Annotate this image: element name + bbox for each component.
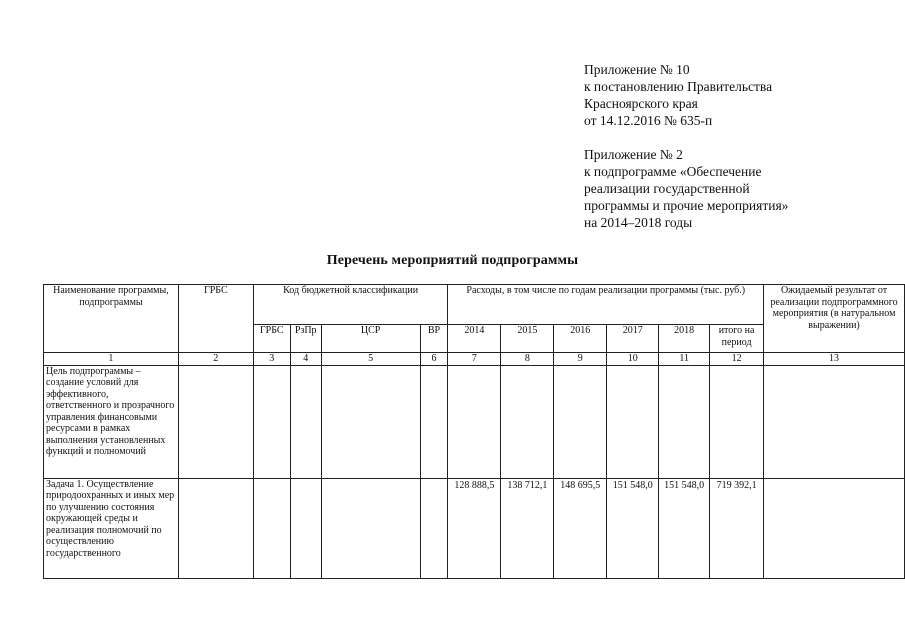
row-value-rzpr: [290, 365, 321, 478]
appendix-2-header: [584, 146, 788, 231]
column-number: 3: [253, 353, 290, 366]
document-title: Перечень мероприятий подпрограммы: [326, 253, 579, 268]
row-value-code-grbs: [253, 365, 290, 478]
subheader-csr: ЦСР: [321, 325, 420, 353]
row-value-2015: 138 712,1: [501, 478, 554, 578]
subheader-2016: 2016: [554, 325, 607, 353]
column-number: 10: [607, 353, 659, 366]
appendix-10-line: Красноярского края: [584, 96, 698, 111]
appendix-2-line: реализации государственной: [584, 181, 750, 196]
column-number: 9: [554, 353, 607, 366]
table-header-row: [44, 285, 905, 325]
subheader-2018: 2018: [659, 325, 710, 353]
header-expenses: Расходы, в том числе по годам реализации программы (тыс. руб.): [448, 285, 764, 325]
appendix-2-line: на 2014–2018 годы: [584, 215, 693, 230]
row-value-2016: [554, 365, 607, 478]
row-name-cell: Задача 1. Осуществление природоохранных и иных мер по улучшению состояния окружающей среды и реализация полномочий по осуществлению государственного: [44, 478, 179, 578]
row-value-total: [710, 365, 764, 478]
header-grbs: ГРБС: [178, 285, 253, 353]
subheader-2017: 2017: [607, 325, 659, 353]
appendix-10-line: от 14.12.2016 № 635-п: [584, 113, 713, 128]
row-value-2018: [659, 365, 710, 478]
row-value-2017: [607, 365, 659, 478]
table-row-task-1: [44, 478, 905, 578]
row-value-2014: 128 888,5: [448, 478, 501, 578]
row-expected-result: [764, 365, 905, 478]
column-number: 11: [659, 353, 710, 366]
appendix-10-header: [584, 61, 772, 129]
row-value-2014: [448, 365, 501, 478]
row-expected-result: [764, 478, 905, 578]
row-value-vr: [420, 365, 448, 478]
column-number: 4: [290, 353, 321, 366]
column-number: 7: [448, 353, 501, 366]
subheader-grbs: ГРБС: [253, 325, 290, 353]
subheader-rzpr: РзПр: [290, 325, 321, 353]
row-value-grbs: [178, 478, 253, 578]
column-number: 5: [321, 353, 420, 366]
table-row-goal: [44, 365, 905, 478]
subheader-vr: ВР: [420, 325, 448, 353]
appendix-10-line: к постановлению Правительства: [584, 79, 773, 94]
appendix-2-line: к подпрограмме «Обеспечение: [584, 164, 762, 179]
row-value-csr: [321, 365, 420, 478]
row-name-cell: Цель подпрограммы – создание условий для эффективного, ответственного и прозрачного управления финансовыми ресурсами в рамках выполнения установленных функций и полномочий: [44, 365, 179, 478]
column-number: 13: [764, 353, 905, 366]
column-number: 12: [710, 353, 764, 366]
column-number: 8: [501, 353, 554, 366]
column-number: 2: [178, 353, 253, 366]
row-value-2016: 148 695,5: [554, 478, 607, 578]
row-value-code-grbs: [253, 478, 290, 578]
subheader-total: итого на период: [710, 325, 764, 353]
header-budget-code: Код бюджетной классификации: [253, 285, 448, 325]
row-value-rzpr: [290, 478, 321, 578]
row-value-vr: [420, 478, 448, 578]
row-value-csr: [321, 478, 420, 578]
header-name: Наименование программы, подпрограммы: [44, 285, 179, 353]
subheader-2015: 2015: [501, 325, 554, 353]
activities-table: [43, 284, 905, 579]
appendix-2-line: Приложение № 2: [584, 147, 683, 162]
row-value-total: 719 392,1: [710, 478, 764, 578]
header-expected-result: Ожидаемый результат от реализации подпрограммного мероприятия (в натуральном выражении): [764, 285, 905, 353]
column-number: 1: [44, 353, 179, 366]
row-value-grbs: [178, 365, 253, 478]
column-number-row: [44, 353, 905, 366]
subheader-2014: 2014: [448, 325, 501, 353]
row-value-2017: 151 548,0: [607, 478, 659, 578]
row-value-2015: [501, 365, 554, 478]
appendix-2-line: программы и прочие мероприятия»: [584, 198, 789, 213]
row-value-2018: 151 548,0: [659, 478, 710, 578]
appendix-10-line: Приложение № 10: [584, 62, 690, 77]
column-number: 6: [420, 353, 448, 366]
